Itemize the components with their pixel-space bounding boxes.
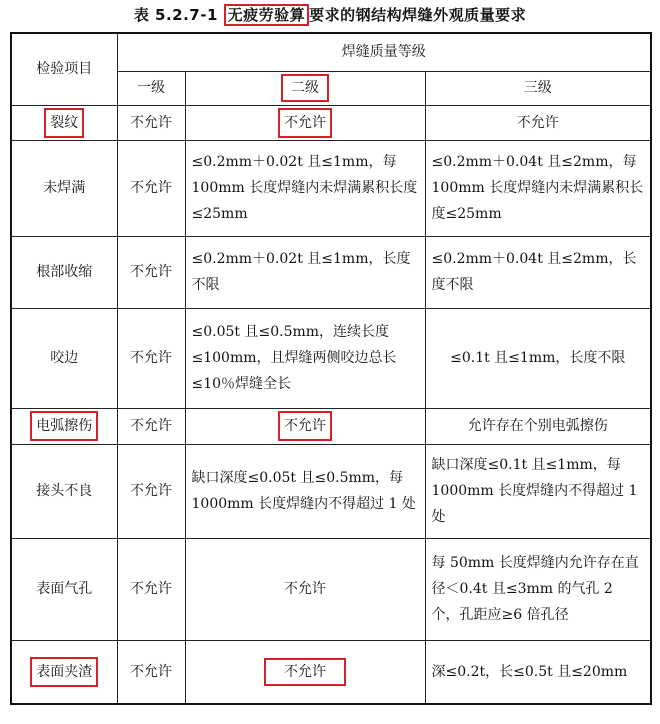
row-item: 表面气孔 — [11, 538, 117, 640]
row-item: 未焊满 — [11, 140, 117, 236]
row-grade3: ≤0.2mm＋0.04t 且≤2mm，长度不限 — [425, 236, 651, 308]
header-grade2 — [185, 71, 425, 105]
row-grade2: 缺口深度≤0.05t 且≤0.5mm，每 1000mm 长度焊缝内不得超过 1 处 — [185, 444, 425, 538]
row-item: 咬边 — [11, 308, 117, 408]
row-item: 表面夹渣 — [11, 640, 117, 704]
row-grade3: 深≤0.2t，长≤0.5t 且≤20mm — [425, 640, 651, 704]
row-grade2: 不允许 — [185, 640, 425, 704]
table-row — [11, 140, 651, 236]
row-item: 接头不良 — [11, 444, 117, 538]
header-grade1: 一级 — [117, 71, 185, 105]
title-suffix: 要求的钢结构焊缝外观质量要求 — [309, 6, 527, 24]
table-row — [11, 408, 651, 444]
row-grade2: 不允许 — [185, 538, 425, 640]
row-grade1: 不允许 — [117, 444, 185, 538]
row-grade3: ≤0.2mm＋0.04t 且≤2mm，每 100mm 长度焊缝内未焊满累积长度≤25mm — [425, 140, 651, 236]
row-grade1: 不允许 — [117, 236, 185, 308]
table-row — [11, 105, 651, 140]
row-grade2: 不允许 — [185, 105, 425, 140]
grade2-highlight: 二级 — [281, 74, 329, 102]
title-highlight: 无疲劳验算 — [224, 4, 310, 26]
table-row — [11, 308, 651, 408]
row-grade1: 不允许 — [117, 640, 185, 704]
row-grade2: ≤0.2mm＋0.02t 且≤1mm，长度不限 — [185, 236, 425, 308]
table-row — [11, 538, 651, 640]
row-grade2: 不允许 — [185, 408, 425, 444]
table-row — [11, 444, 651, 538]
table-row — [11, 640, 651, 704]
row-grade3: 不允许 — [425, 105, 651, 140]
header-item: 检验项目 — [11, 33, 117, 105]
row-item: 电弧擦伤 — [11, 408, 117, 444]
row-item: 根部收缩 — [11, 236, 117, 308]
row-grade3: 允许存在个别电弧擦伤 — [425, 408, 651, 444]
quality-table — [10, 32, 652, 705]
table-row — [11, 236, 651, 308]
header-grade-group: 焊缝质量等级 — [117, 33, 651, 71]
row-grade1: 不允许 — [117, 408, 185, 444]
row-grade2: ≤0.05t 且≤0.5mm，连续长度≤100mm，且焊缝两侧咬边总长≤10％焊缝全长 — [185, 308, 425, 408]
table-title — [0, 4, 660, 25]
row-grade3: 每 50mm 长度焊缝内允许存在直径＜0.4t 且≤3mm 的气孔 2 个，孔距应≥6 倍孔径 — [425, 538, 651, 640]
row-grade1: 不允许 — [117, 140, 185, 236]
row-grade1: 不允许 — [117, 105, 185, 140]
header-grade3: 三级 — [425, 71, 651, 105]
row-grade1: 不允许 — [117, 308, 185, 408]
row-item: 裂纹 — [11, 105, 117, 140]
table-number: 表 5.2.7-1 — [133, 6, 218, 24]
row-grade3: ≤0.1t 且≤1mm，长度不限 — [425, 308, 651, 408]
row-grade2: ≤0.2mm＋0.02t 且≤1mm，每 100mm 长度焊缝内未焊满累积长度≤25mm — [185, 140, 425, 236]
row-grade3: 缺口深度≤0.1t 且≤1mm，每 1000mm 长度焊缝内不得超过 1 处 — [425, 444, 651, 538]
row-grade1: 不允许 — [117, 538, 185, 640]
